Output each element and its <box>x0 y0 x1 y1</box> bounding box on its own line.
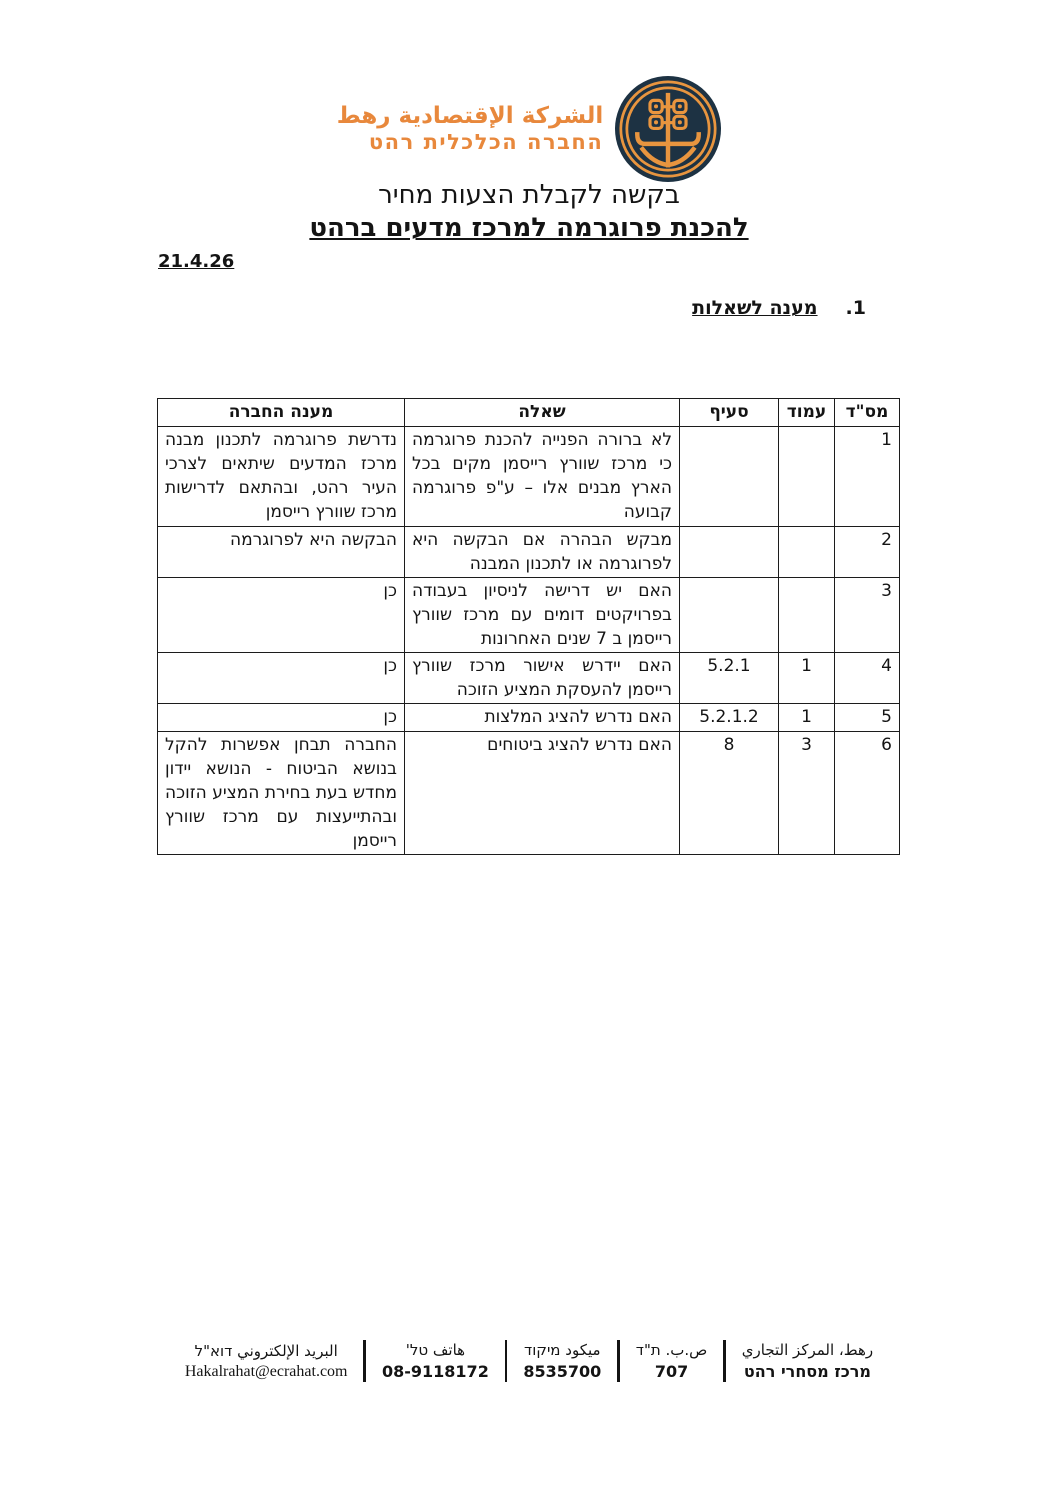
row-num: 3 <box>835 577 900 652</box>
title-line-1: בקשה לקבלת הצעות מחיר <box>378 180 680 210</box>
document-title <box>0 180 1058 243</box>
table-row <box>158 577 900 652</box>
row-answer: החברה תבחן אפשרות להקל בנושא הביטוח - הנושא יידון מחדש בעת בחירת המציע הזוכה ובהתייעצות עם מרכז שוורץ רייסמן <box>158 731 405 855</box>
row-answer: כן <box>158 704 405 731</box>
row-clause: 5.2.1 <box>680 653 779 704</box>
row-clause <box>680 427 779 527</box>
tree-medallion-icon <box>615 76 721 182</box>
footer-zipcode <box>507 1338 617 1384</box>
company-logo <box>0 76 1058 182</box>
row-num: 4 <box>835 653 900 704</box>
title-line-2: להכנת פרוגרמה למרכז מדעים ברהט <box>309 213 749 243</box>
header-num: מס"ד <box>835 399 900 427</box>
questions-answers-table <box>157 398 900 855</box>
footer-phone-label: هاتف טל' <box>405 1341 466 1359</box>
document-date: 21.4.26 <box>158 251 235 272</box>
footer-address-hebrew: מרכז מסחרי רהט <box>743 1362 872 1381</box>
row-answer: נדרשת פרוגרמה לתכנון מבנה מרכז המדעים שיתאים לצרכי העיר רהט, ובהתאם לדרישות מרכז שוורץ רייסמן <box>158 427 405 527</box>
row-question: לא ברורה הפנייה להכנת פרוגרמה כי מרכז שוורץ רייסמן מקים בכל הארץ מבנים אלו – ע"פ פרוגרמה קבועה <box>405 427 680 527</box>
section-heading <box>692 297 866 319</box>
row-question: האם נדרש להציג ביטוחים <box>405 731 680 855</box>
row-page: 1 <box>779 704 835 731</box>
row-clause: 5.2.1.2 <box>680 704 779 731</box>
row-clause <box>680 526 779 577</box>
row-answer: הבקשה היא לפרוגרמה <box>158 526 405 577</box>
row-page: 3 <box>779 731 835 855</box>
row-clause <box>680 577 779 652</box>
row-answer: כן <box>158 653 405 704</box>
row-question: מבקש הבהרה אם הבקשה היא לפרוגרמה או לתכנון המבנה <box>405 526 680 577</box>
footer-address <box>726 1338 889 1384</box>
footer-email-value: Hakalrahat@ecrahat.com <box>184 1362 348 1380</box>
table-row <box>158 526 900 577</box>
row-clause: 8 <box>680 731 779 855</box>
table-row <box>158 653 900 704</box>
row-page <box>779 526 835 577</box>
row-page <box>779 577 835 652</box>
company-name-arabic: الشركة الإقتصادية رهط <box>336 102 604 129</box>
footer-divider <box>505 1340 508 1382</box>
row-num: 2 <box>835 526 900 577</box>
company-name-block <box>337 103 604 156</box>
footer-pobox-value: 707 <box>654 1362 689 1381</box>
table-row <box>158 704 900 731</box>
table-header-row <box>158 399 900 427</box>
contact-footer <box>0 1338 1058 1384</box>
footer-zipcode-value: 8535700 <box>523 1362 602 1381</box>
footer-pobox <box>620 1338 724 1384</box>
section-label: מענה לשאלות <box>692 297 818 319</box>
footer-phone <box>366 1338 505 1384</box>
header-question: שאלה <box>405 399 680 427</box>
footer-divider <box>723 1340 726 1382</box>
row-question: האם נדרש להציג המלצות <box>405 704 680 731</box>
row-num: 6 <box>835 731 900 855</box>
footer-phone-value: 08-9118172 <box>381 1362 489 1381</box>
footer-zipcode-label: ميكود מיקוד <box>524 1341 601 1359</box>
row-question: האם יש דרישה לניסיון בעבודה בפרויקטים דומים עם מרכז שוורץ רייסמן ב 7 שנים האחרונות <box>405 577 680 652</box>
footer-address-arabic: رهط، المركز التجاري <box>741 1341 874 1359</box>
footer-divider <box>363 1340 366 1382</box>
footer-pobox-label: ص.ب. ת"ד <box>635 1341 708 1359</box>
row-page <box>779 427 835 527</box>
row-question: האם יידרש אישור מרכז שוורץ רייסמן להעסקת המציע הזוכה <box>405 653 680 704</box>
section-number: 1. <box>845 297 866 319</box>
header-answer: מענה החברה <box>158 399 405 427</box>
row-num: 1 <box>835 427 900 527</box>
company-name-hebrew: החברה הכלכלית רהט <box>368 130 604 155</box>
footer-email-label: البريد الإلكتروني דוא"ל <box>194 1341 338 1360</box>
row-page: 1 <box>779 653 835 704</box>
row-answer: כן <box>158 577 405 652</box>
footer-divider <box>617 1340 620 1382</box>
header-clause: סעיף <box>680 399 779 427</box>
table-row <box>158 427 900 527</box>
footer-email <box>169 1338 364 1384</box>
table-row <box>158 731 900 855</box>
row-num: 5 <box>835 704 900 731</box>
header-page: עמוד <box>779 399 835 427</box>
